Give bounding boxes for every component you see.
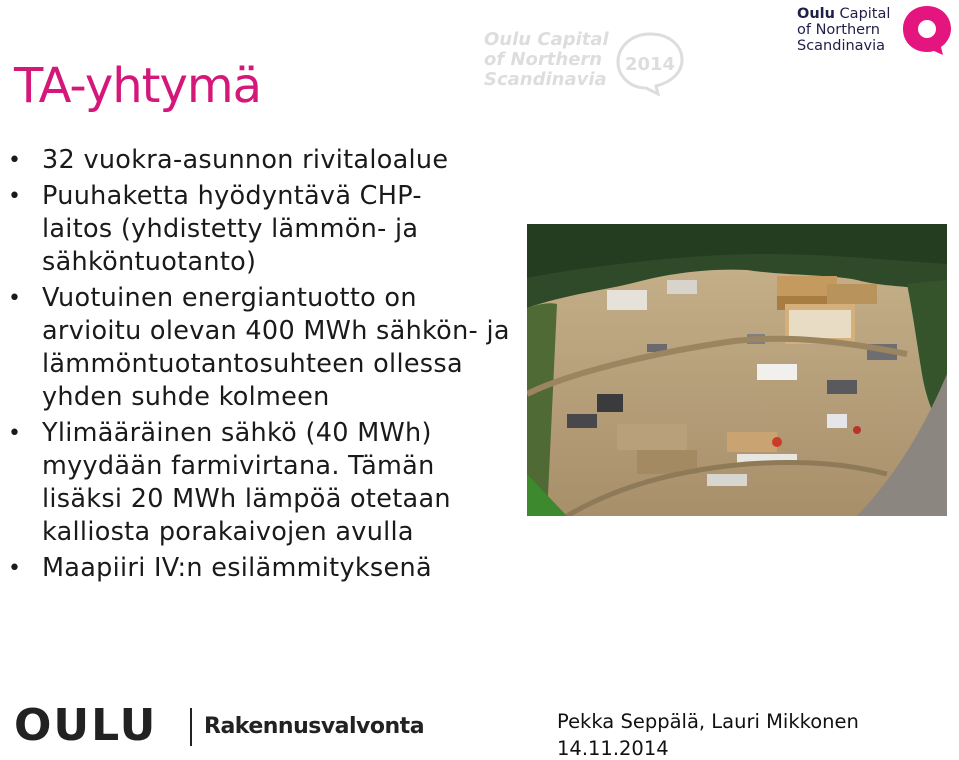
bullet-item: • 32 vuokra-asunnon rivitaloalue xyxy=(0,144,520,177)
bullet-list xyxy=(0,144,520,588)
department-name: Rakennusvalvonta xyxy=(204,714,425,739)
bullet-item: • Ylimääräinen sähkö (40 MWh) myydään farmivirtana. Tämän lisäksi 20 MWh lämpöä otetaan kalliosta porakaivojen avulla xyxy=(0,417,512,549)
speech-bubble-icon xyxy=(614,30,686,96)
footer-authors: Pekka Seppälä, Lauri Mikkonen xyxy=(557,710,859,733)
footer-date: 14.11.2014 xyxy=(557,737,669,760)
construction-site-photo xyxy=(527,224,947,516)
bullet-item: • Maapiiri IV:n esilämmityksenä xyxy=(0,552,520,585)
divider xyxy=(190,708,192,746)
speech-bubble-icon xyxy=(901,4,953,56)
slide-title: TA-yhtymä xyxy=(14,58,262,114)
oulu-rakennusvalvonta-logo xyxy=(14,700,425,751)
svg-text:2014: 2014 xyxy=(624,54,676,75)
bullet-item: • Puuhaketta hyödyntävä CHP-laitos (yhdistetty lämmön- ja sähköntuotanto) xyxy=(0,180,472,279)
oulu-capital-logo: Oulu Capital of Northern Scandinavia xyxy=(797,4,957,60)
watermark-logo: Oulu Capital of Northern Scandinavia 2014 xyxy=(484,30,694,100)
bullet-item: • Vuotuinen energiantuotto on arvioitu olevan 400 MWh sähkön- ja lämmöntuotantosuhteen ollessa yhden suhde kolmeen xyxy=(0,282,512,414)
oulu-wordmark: OULU xyxy=(14,700,158,751)
